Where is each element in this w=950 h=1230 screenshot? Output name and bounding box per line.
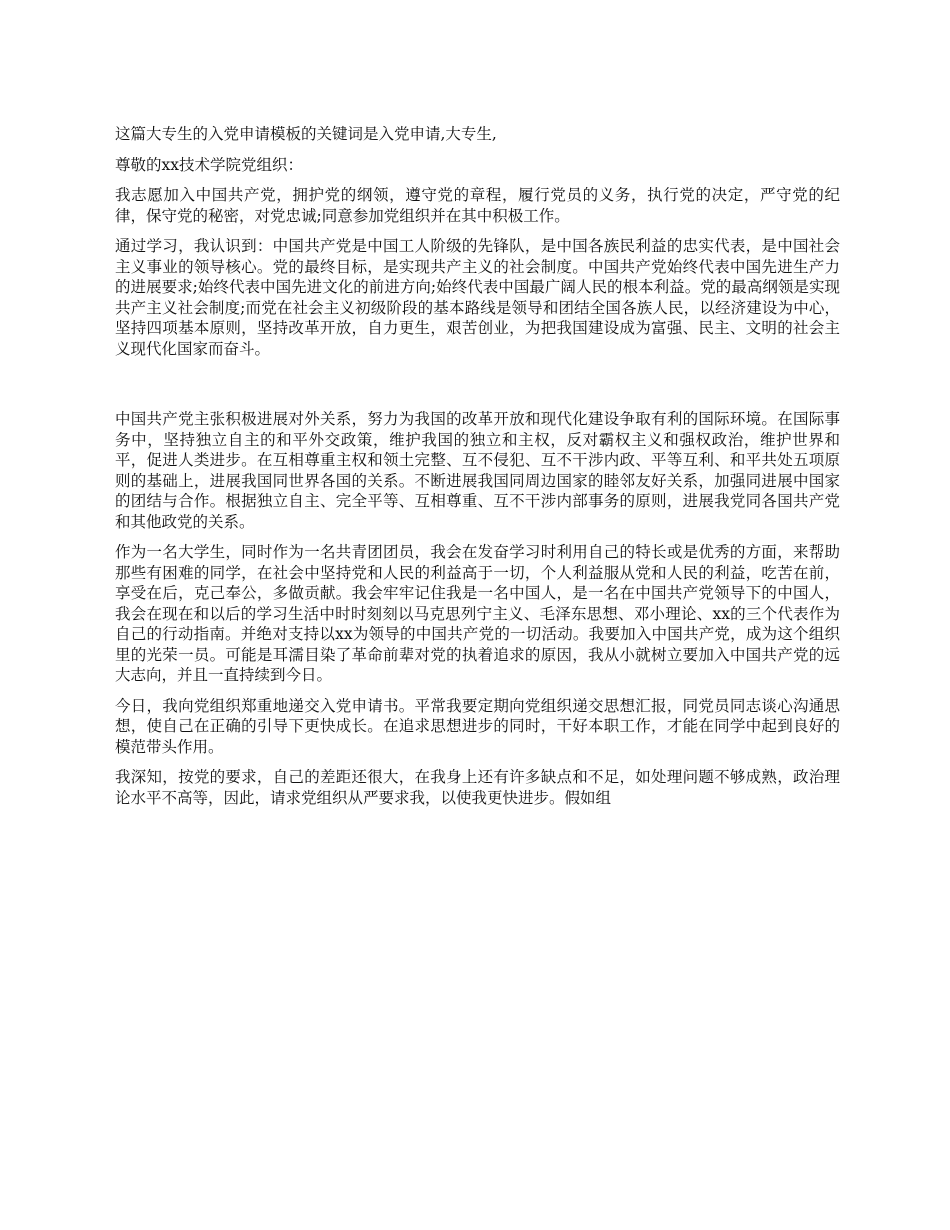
paragraph-submission: 今日，我向党组织郑重地递交入党申请书。平常我要定期向党组织递交思想汇报，同党员同志谈心沟通思想，使自己在正确的引导下更快成长。在追求思想进步的同时，干好本职工作，才能在同学中起到良好的模范带头作用。	[115, 696, 840, 756]
paragraph-intent: 我志愿加入中国共产党，拥护党的纲领，遵守党的章程，履行党员的义务，执行党的决定，严守党的纪律，保守党的秘密，对党忠诚;同意参加党组织并在其中积极工作。	[115, 186, 840, 225]
blank-spacer	[115, 369, 840, 409]
paragraph-foreign-relations: 中国共产党主张积极进展对外关系，努力为我国的改革开放和现代化建设争取有利的国际环境。在国际事务中，坚持独立自主的和平外交政策，维护我国的独立和主权，反对霸权主义和强权政治，维护世界和平，促进人类进步。在互相尊重主权和领土完整、互不侵犯、互不干涉内政、平等互利、和平共处五项原则的基础上，进展我国同世界各国的关系。不断进展我国同周边国家的睦邻友好关系，加强同进展中国家的团结与合作。根据独立自主、完全平等、互相尊重、互不干涉内部事务的原则，进展我党同各国共产党和其他政党的关系。	[115, 410, 840, 531]
paragraph-student-commitment: 作为一名大学生，同时作为一名共青团团员，我会在发奋学习时利用自己的特长或是优秀的方面，来帮助那些有困难的同学，在社会中坚持党和人民的利益高于一切，个人利益服从党和人民的利益，吃苦在前，享受在后，克己奉公，多做贡献。我会牢牢记住我是一名中国人，是一名在中国共产党领导下的中国人，我会在现在和以后的学习生活中时时刻刻以马克思列宁主义、毛泽东思想、邓小理论、xx的三个代表作为自己的行动指南。并绝对支持以xx为领导的中国共产党的一切活动。我要加入中国共产党，成为这个组织里的光荣一员。可能是耳濡目染了革命前辈对党的执着追求的原因，我从小就树立要加入中国共产党的远大志向，并且一直持续到今日。	[115, 543, 840, 684]
document-body	[115, 124, 840, 818]
paragraph-shortcomings: 我深知，按党的要求，自己的差距还很大，在我身上还有许多缺点和不足，如处理问题不够成熟，政治理论水平不高等，因此，请求党组织从严要求我，以使我更快进步。假如组	[115, 768, 840, 807]
keywords-line: 这篇大专生的入党申请模板的关键词是入党申请,大专生,	[115, 125, 497, 143]
paragraph-understanding: 通过学习，我认识到：中国共产党是中国工人阶级的先锋队，是中国各族民利益的忠实代表，是中国社会主义事业的领导核心。党的最终目标，是实现共产主义的社会制度。中国共产党始终代表中国先进生产力的进展要求;始终代表中国先进文化的前进方向;始终代表中国最广阔人民的根本利益。党的最高纲领是实现共产主义社会制度;而党在社会主义初级阶段的基本路线是领导和团结全国各族人民，以经济建设为中心，坚持四项基本原则，坚持改革开放，自力更生，艰苦创业，为把我国建设成为富强、民主、文明的社会主义现代化国家而奋斗。	[115, 237, 840, 358]
salutation: 尊敬的xx技术学院党组织：	[115, 155, 303, 174]
